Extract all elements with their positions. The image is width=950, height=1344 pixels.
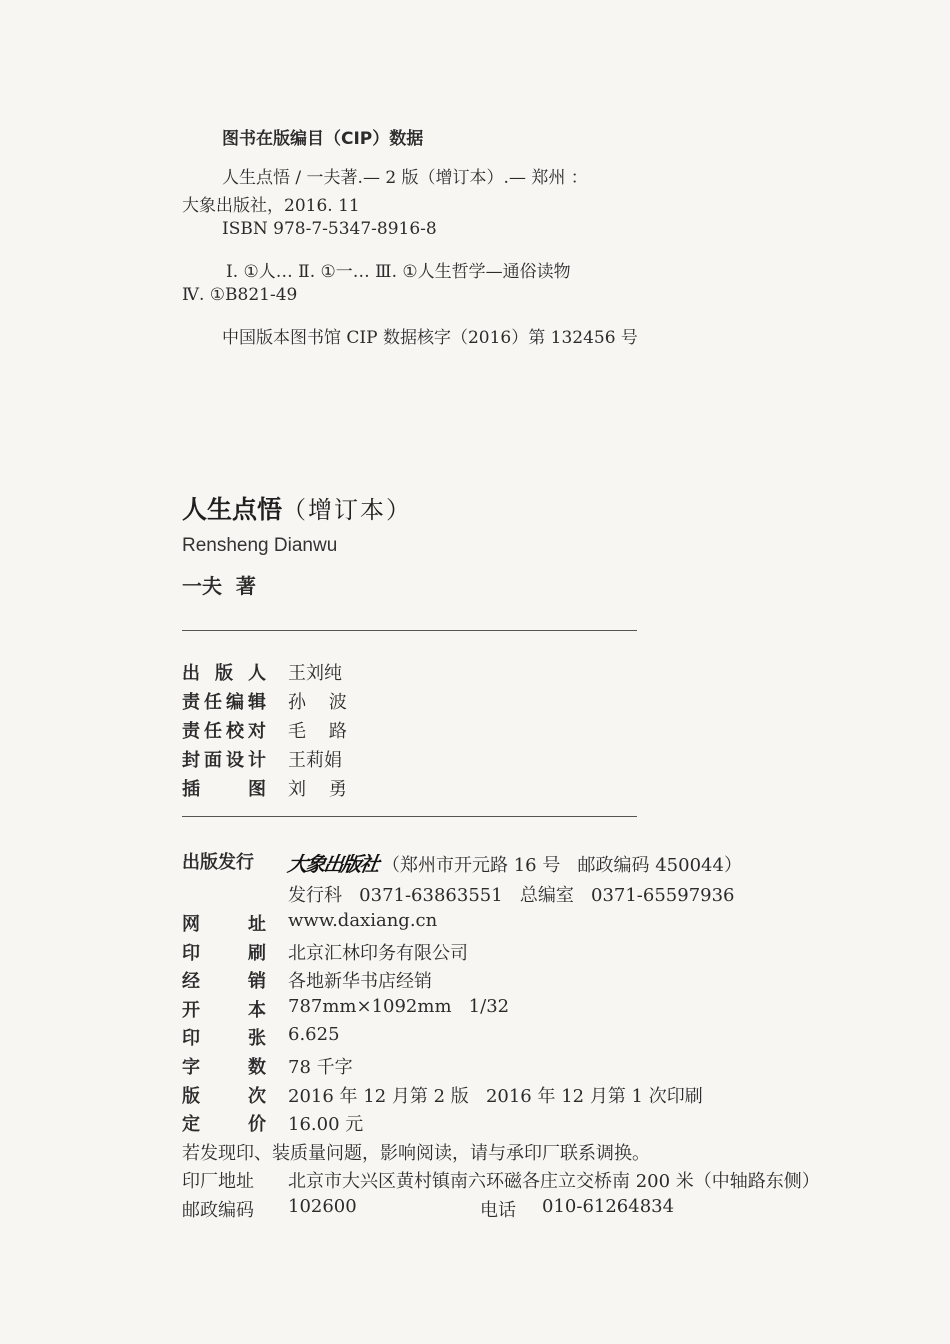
detail-value: 6.625: [288, 1024, 340, 1046]
detail-value: 787mm×1092mm 1/32: [288, 995, 510, 1017]
publisher-phones: 发行科 0371-63863551 总编室 0371-65597936: [288, 885, 735, 906]
staff-label: 出 版 人: [182, 663, 266, 684]
divider-bottom: [182, 816, 637, 817]
detail-label: 经 销: [182, 971, 266, 993]
printer-address-value: 北京市大兴区黄村镇南六环磁各庄立交桥南 200 米（中轴路东侧）: [288, 1171, 820, 1192]
detail-label: 版 次: [182, 1085, 266, 1107]
cip-line-publisher: 大象出版社，2016. 11: [182, 196, 360, 216]
cip-line-isbn: ISBN 978-7-5347-8916-8: [222, 219, 437, 239]
cip-line-class-number: Ⅳ. ①B821-49: [182, 285, 298, 305]
staff-label: 责 任 校 对: [182, 721, 266, 742]
staff-value: 毛 路: [288, 721, 347, 742]
phone-label: 电话: [480, 1200, 516, 1221]
detail-label: 定 价: [182, 1114, 266, 1136]
publisher-value: 大象出版社 （郑州市开元路 16 号 邮政编码 450044）: [288, 848, 742, 877]
printer-address-label: 印厂地址: [182, 1171, 254, 1192]
staff-value: 刘 勇: [288, 779, 347, 800]
cip-heading: 图书在版编目（CIP）数据: [222, 129, 424, 149]
cip-line-classification: Ⅰ. ①人… Ⅱ. ①一… Ⅲ. ①人生哲学—通俗读物: [226, 262, 571, 282]
staff-value: 孙 波: [288, 692, 347, 713]
detail-label: 开 本: [182, 999, 266, 1021]
detail-value: www.daxiang.cn: [288, 910, 438, 931]
book-author: 一夫 著: [182, 574, 256, 598]
book-subtitle: （增订本）: [282, 496, 413, 524]
publisher-logo: 大象出版社: [286, 852, 380, 876]
book-title-main: 人生点悟: [182, 495, 283, 524]
staff-label: 封 面 设 计: [182, 750, 266, 771]
cip-line-title: 人生点悟 / 一夫著.— 2 版（增订本）.— 郑州 ：: [222, 168, 588, 188]
staff-value: 王刘纯: [288, 663, 342, 684]
quality-notice: 若发现印、装质量问题，影响阅读，请与承印厂联系调换。: [182, 1143, 650, 1164]
postcode-value: 102600: [288, 1196, 357, 1217]
detail-label: 字 数: [182, 1057, 266, 1078]
detail-value: 78 千字: [288, 1057, 353, 1078]
cip-line-record-number: 中国版本图书馆 CIP 数据核字（2016）第 132456 号: [222, 328, 638, 348]
staff-label: 插 图: [182, 779, 266, 800]
postcode-label: 邮政编码: [182, 1200, 254, 1221]
phone-value: 010-61264834: [542, 1196, 675, 1217]
detail-value: 北京汇林印务有限公司: [288, 942, 468, 964]
detail-value: 16.00 元: [288, 1114, 364, 1136]
detail-label: 网 址: [182, 914, 266, 935]
staff-label: 责 任 编 辑: [182, 692, 266, 713]
staff-value: 王莉娟: [288, 750, 342, 771]
divider-top: [182, 630, 637, 631]
publisher-label: 出版发行: [182, 852, 254, 873]
detail-value: 各地新华书店经销: [288, 971, 432, 993]
book-pinyin: Rensheng Dianwu: [182, 535, 338, 556]
detail-label: 印 刷: [182, 942, 266, 964]
book-title: [182, 490, 412, 526]
detail-label: 印 张: [182, 1028, 266, 1050]
detail-value: 2016 年 12 月第 2 版 2016 年 12 月第 1 次印刷: [288, 1085, 703, 1107]
